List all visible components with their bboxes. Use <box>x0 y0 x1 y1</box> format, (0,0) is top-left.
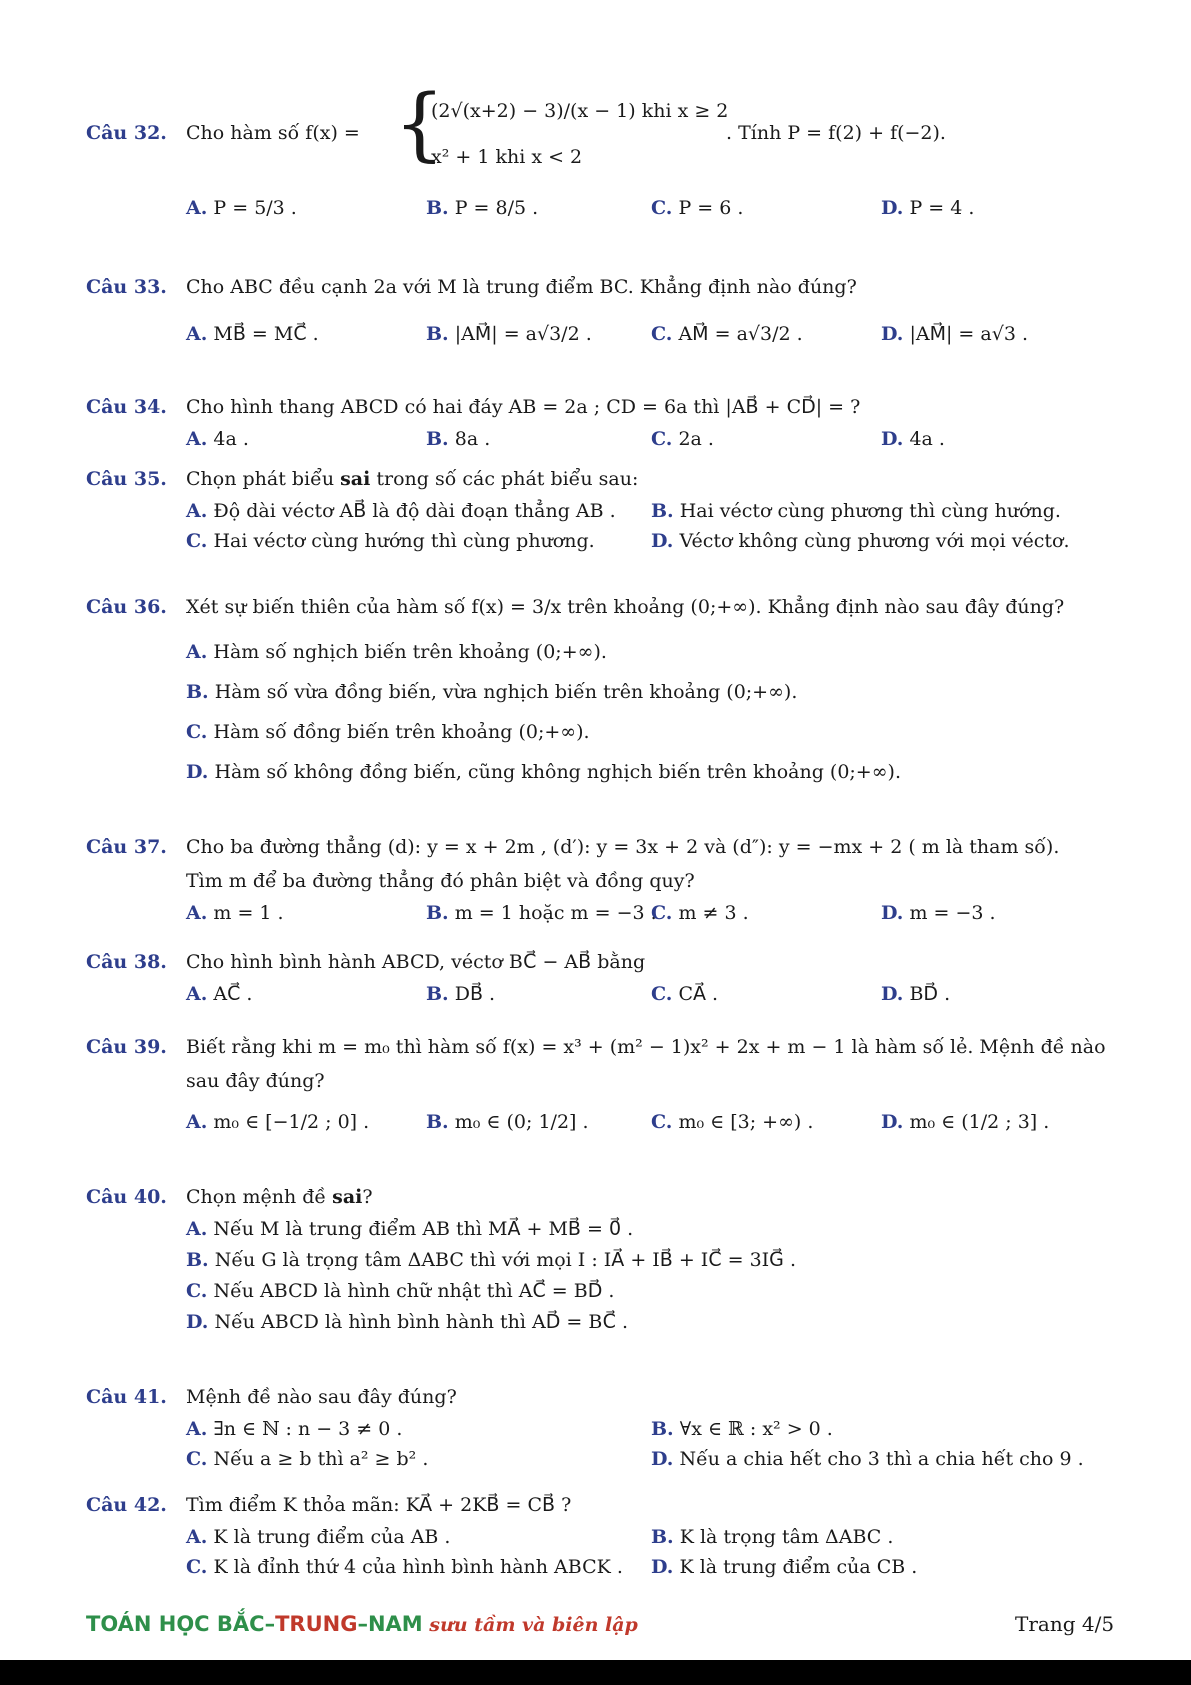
option-text: m₀ ∈ (1/2 ; 3] . <box>909 1111 1050 1133</box>
option-b[interactable] <box>651 1414 833 1444</box>
option-label: B. <box>651 1418 674 1440</box>
question-37 <box>86 830 1116 928</box>
option-label: D. <box>186 1311 209 1333</box>
answer-options-row-1 <box>86 1414 1116 1444</box>
option-text: Nếu ABCD là hình bình hành thì AD⃗ = BC⃗ . <box>214 1311 629 1333</box>
option-text: Nếu ABCD là hình chữ nhật thì AC⃗ = BD⃗ . <box>213 1280 615 1302</box>
option-label: B. <box>426 1111 449 1133</box>
option-d[interactable] <box>86 1307 1116 1338</box>
brand-separator: – <box>264 1612 276 1636</box>
option-label: A. <box>186 1418 208 1440</box>
option-text: AM⃗ = a√3/2 . <box>678 323 803 345</box>
answer-options-row-1 <box>86 496 1116 526</box>
option-label: D. <box>881 1111 904 1133</box>
option-text: P = 5/3 . <box>213 197 297 219</box>
answer-options <box>86 979 1116 1009</box>
answer-options-row-2 <box>86 1444 1116 1474</box>
question-text-end: ? <box>362 1186 373 1208</box>
option-label: C. <box>651 323 673 345</box>
option-label: A. <box>186 500 208 522</box>
brand-separator: – <box>357 1612 368 1636</box>
option-d[interactable] <box>881 316 1028 352</box>
option-c[interactable] <box>186 1552 623 1582</box>
option-label: B. <box>426 902 449 924</box>
option-text: m = 1 . <box>213 902 284 924</box>
option-label: D. <box>881 902 904 924</box>
question-text: Cho hình bình hành ABCD, véctơ BC⃗ − AB⃗ bằng <box>186 951 646 973</box>
emphasis-word: sai <box>340 468 371 490</box>
option-label: C. <box>186 530 208 552</box>
option-label: B. <box>186 1249 209 1271</box>
option-d[interactable] <box>881 190 974 226</box>
option-d[interactable] <box>881 1104 1049 1140</box>
option-b[interactable] <box>86 1245 1116 1276</box>
question-number: Câu 34. <box>86 396 167 418</box>
question-number: Câu 33. <box>86 276 167 298</box>
answer-options-row-2 <box>86 526 1116 556</box>
question-41 <box>86 1380 1116 1474</box>
question-34 <box>86 390 1116 454</box>
option-d[interactable] <box>881 979 950 1009</box>
option-text: AC⃗ . <box>213 983 253 1005</box>
option-label: C. <box>651 1111 673 1133</box>
option-text: m ≠ 3 . <box>678 902 749 924</box>
piecewise-case-1: (2√(x+2) − 3)/(x − 1) khi x ≥ 2 <box>431 100 729 122</box>
option-text: |AM⃗| = a√3/2 . <box>454 323 592 345</box>
question-text: Xét sự biến thiên của hàm số f(x) = 3/x trên khoảng (0;+∞). Khẳng định nào sau đây đúng? <box>186 596 1065 618</box>
option-b[interactable] <box>426 979 495 1009</box>
option-label: D. <box>881 428 904 450</box>
option-b[interactable] <box>426 424 490 454</box>
option-text: P = 8/5 . <box>454 197 539 219</box>
answer-options <box>86 424 1116 454</box>
piecewise-case-2: x² + 1 khi x < 2 <box>431 146 583 168</box>
option-text: m = −3 . <box>909 902 996 924</box>
option-c[interactable] <box>651 1104 813 1140</box>
option-text: Véctơ không cùng phương với mọi véctơ. <box>679 530 1070 552</box>
question-number: Câu 37. <box>86 836 167 858</box>
option-label: C. <box>186 721 208 743</box>
option-label: C. <box>186 1280 208 1302</box>
question-number: Câu 41. <box>86 1386 167 1408</box>
option-a[interactable] <box>186 424 249 454</box>
option-text: Độ dài véctơ AB⃗ là độ dài đoạn thẳng AB . <box>213 500 616 522</box>
brand-part-1: TOÁN HỌC BẮC <box>86 1612 265 1636</box>
option-text: K là trung điểm của CB . <box>679 1556 918 1578</box>
option-text: Nếu a chia hết cho 3 thì a chia hết cho 9 . <box>679 1448 1084 1470</box>
option-b[interactable] <box>426 1104 589 1140</box>
option-label: B. <box>426 197 449 219</box>
option-label: A. <box>186 323 208 345</box>
option-b[interactable] <box>426 898 657 928</box>
question-text: Cho ABC đều cạnh 2a với M là trung điểm BC. Khẳng định nào đúng? <box>186 276 857 298</box>
option-text: BD⃗ . <box>909 983 951 1005</box>
option-label: D. <box>881 197 904 219</box>
answer-options <box>86 1104 1116 1140</box>
option-text: K là trung điểm của AB . <box>213 1526 451 1548</box>
option-text: 4a . <box>213 428 249 450</box>
option-text: ∃n ∈ ℕ : n − 3 ≠ 0 . <box>213 1418 403 1440</box>
question-text: Cho hình thang ABCD có hai đáy AB = 2a ; CD = 6a thì |AB⃗ + CD⃗| = ? <box>186 396 861 418</box>
question-text-line-2: sau đây đúng? <box>186 1070 325 1092</box>
option-a[interactable] <box>186 190 297 226</box>
option-label: D. <box>186 761 209 783</box>
option-a[interactable] <box>186 979 252 1009</box>
option-label: A. <box>186 1111 208 1133</box>
option-text: ∀x ∈ ℝ : x² > 0 . <box>679 1418 833 1440</box>
question-text-end: trong số các phát biểu sau: <box>370 468 639 490</box>
option-a[interactable] <box>186 1522 450 1552</box>
option-text: Hai véctơ cùng phương thì cùng hướng. <box>679 500 1061 522</box>
answer-options-row-2 <box>86 1552 1116 1582</box>
question-text: Chọn mệnh đề <box>186 1186 333 1208</box>
option-text: Nếu G là trọng tâm ΔABC thì với mọi I : IA⃗ + IB⃗ + IC⃗ = 3IG⃗ . <box>214 1249 796 1271</box>
option-text: m₀ ∈ [−1/2 ; 0] . <box>213 1111 370 1133</box>
piecewise-brace: { <box>394 77 445 170</box>
question-number: Câu 42. <box>86 1494 167 1516</box>
question-number: Câu 32. <box>86 122 167 144</box>
option-text: m₀ ∈ [3; +∞) . <box>678 1111 814 1133</box>
option-text: Nếu M là trung điểm AB thì MA⃗ + MB⃗ = 0⃗ . <box>213 1218 634 1240</box>
option-a[interactable] <box>186 898 284 928</box>
emphasis-word: sai <box>332 1186 363 1208</box>
option-text: P = 6 . <box>678 197 744 219</box>
option-label: B. <box>651 500 674 522</box>
option-b[interactable] <box>86 672 1116 712</box>
option-label: C. <box>651 902 673 924</box>
option-text: |AM⃗| = a√3 . <box>909 323 1028 345</box>
option-c[interactable] <box>651 424 714 454</box>
option-label: B. <box>651 1526 674 1548</box>
option-b[interactable] <box>651 496 1061 526</box>
answer-options <box>86 316 1116 352</box>
option-d[interactable] <box>881 898 996 928</box>
question-text: Biết rằng khi m = m₀ thì hàm số f(x) = x³ + (m² − 1)x² + 2x + m − 1 là hàm số lẻ. Mệnh đề nào <box>186 1036 1106 1058</box>
question-32 <box>86 77 1116 226</box>
option-label: B. <box>186 681 209 703</box>
option-text: Hàm số không đồng biến, cũng không nghịch biến trên khoảng (0;+∞). <box>214 761 902 783</box>
option-label: A. <box>186 641 208 663</box>
page-number: Trang 4/5 <box>1015 1612 1115 1636</box>
option-c[interactable] <box>651 979 718 1009</box>
answer-options-row-1 <box>86 1522 1116 1552</box>
option-a[interactable] <box>186 496 616 526</box>
option-c[interactable] <box>86 1276 1116 1307</box>
option-label: A. <box>186 428 208 450</box>
option-text: P = 4 . <box>909 197 975 219</box>
option-label: B. <box>426 983 449 1005</box>
answer-options <box>86 898 1116 928</box>
option-a[interactable] <box>186 1414 402 1444</box>
option-text: 8a . <box>454 428 491 450</box>
question-text: Chọn phát biểu <box>186 468 341 490</box>
option-text: DB⃗ . <box>454 983 496 1005</box>
option-label: D. <box>651 530 674 552</box>
answer-options <box>86 190 1116 226</box>
option-text: m = 1 hoặc m = −3 . <box>454 902 657 924</box>
bottom-border-bar <box>0 1660 1191 1685</box>
option-c[interactable] <box>651 190 743 226</box>
option-text: CA⃗ . <box>678 983 719 1005</box>
question-text: Tìm điểm K thỏa mãn: KA⃗ + 2KB⃗ = CB⃗ ? <box>186 1494 572 1516</box>
option-text: K là đỉnh thứ 4 của hình bình hành ABCK . <box>213 1556 623 1578</box>
option-text: 2a . <box>678 428 714 450</box>
question-number: Câu 39. <box>86 1036 167 1058</box>
question-text: Cho ba đường thẳng (d): y = x + 2m , (d′): y = 3x + 2 và (d″): y = −mx + 2 ( m là tham số). <box>186 836 1060 858</box>
option-label: C. <box>651 983 673 1005</box>
option-c[interactable] <box>186 1444 428 1474</box>
option-text: Hàm số nghịch biến trên khoảng (0;+∞). <box>213 641 607 663</box>
option-label: C. <box>651 197 673 219</box>
option-label: B. <box>426 428 449 450</box>
question-39 <box>86 1030 1116 1140</box>
question-number: Câu 36. <box>86 596 167 618</box>
question-36 <box>86 590 1116 792</box>
option-text: K là trọng tâm ΔABC . <box>679 1526 894 1548</box>
brand-credit: sưu tầm và biên lập <box>422 1614 638 1636</box>
option-d[interactable] <box>651 1552 917 1582</box>
question-number: Câu 40. <box>86 1186 167 1208</box>
option-text: Hàm số vừa đồng biến, vừa nghịch biến trên khoảng (0;+∞). <box>214 681 798 703</box>
option-label: D. <box>651 1448 674 1470</box>
option-a[interactable] <box>86 632 1116 672</box>
question-38 <box>86 945 1116 1009</box>
option-a[interactable] <box>86 1214 1116 1245</box>
option-label: A. <box>186 902 208 924</box>
option-text: Hàm số đồng biến trên khoảng (0;+∞). <box>213 721 590 743</box>
option-c[interactable] <box>651 316 803 352</box>
answer-options <box>86 632 1116 792</box>
option-label: A. <box>186 983 208 1005</box>
option-label: C. <box>186 1448 208 1470</box>
option-d[interactable] <box>86 752 1116 792</box>
question-35 <box>86 462 1116 556</box>
option-label: D. <box>881 983 904 1005</box>
footer-brand <box>86 1612 638 1636</box>
question-number: Câu 35. <box>86 468 167 490</box>
question-number: Câu 38. <box>86 951 167 973</box>
option-b[interactable] <box>426 316 592 352</box>
option-label: C. <box>186 1556 208 1578</box>
option-text: Hai véctơ cùng hướng thì cùng phương. <box>213 530 595 552</box>
option-c[interactable] <box>86 712 1116 752</box>
option-b[interactable] <box>426 190 538 226</box>
option-c[interactable] <box>651 898 749 928</box>
option-label: D. <box>881 323 904 345</box>
option-d[interactable] <box>651 526 1070 556</box>
option-a[interactable] <box>186 1104 369 1140</box>
option-d[interactable] <box>651 1444 1084 1474</box>
question-text: Cho hàm số f(x) = <box>186 122 360 144</box>
option-c[interactable] <box>186 526 595 556</box>
option-text: 4a . <box>909 428 945 450</box>
question-text-line-2: Tìm m để ba đường thẳng đó phân biệt và đồng quy? <box>186 870 695 892</box>
option-label: B. <box>426 323 449 345</box>
option-label: A. <box>186 1218 208 1240</box>
question-40 <box>86 1180 1116 1338</box>
option-label: C. <box>651 428 673 450</box>
option-label: A. <box>186 197 208 219</box>
option-label: A. <box>186 1526 208 1548</box>
question-33 <box>86 270 1116 352</box>
option-b[interactable] <box>651 1522 893 1552</box>
option-text: Nếu a ≥ b thì a² ≥ b² . <box>213 1448 429 1470</box>
question-text: Mệnh đề nào sau đây đúng? <box>186 1386 457 1408</box>
option-text: MB⃗ = MC⃗ . <box>213 323 319 345</box>
option-text: m₀ ∈ (0; 1/2] . <box>454 1111 589 1133</box>
option-d[interactable] <box>881 424 945 454</box>
brand-part-3: NAM <box>367 1612 423 1636</box>
option-a[interactable] <box>186 316 319 352</box>
option-label: D. <box>651 1556 674 1578</box>
question-42 <box>86 1488 1116 1582</box>
question-tail: . Tính P = f(2) + f(−2). <box>726 122 946 144</box>
answer-options <box>86 1214 1116 1338</box>
brand-part-2: TRUNG <box>275 1612 358 1636</box>
